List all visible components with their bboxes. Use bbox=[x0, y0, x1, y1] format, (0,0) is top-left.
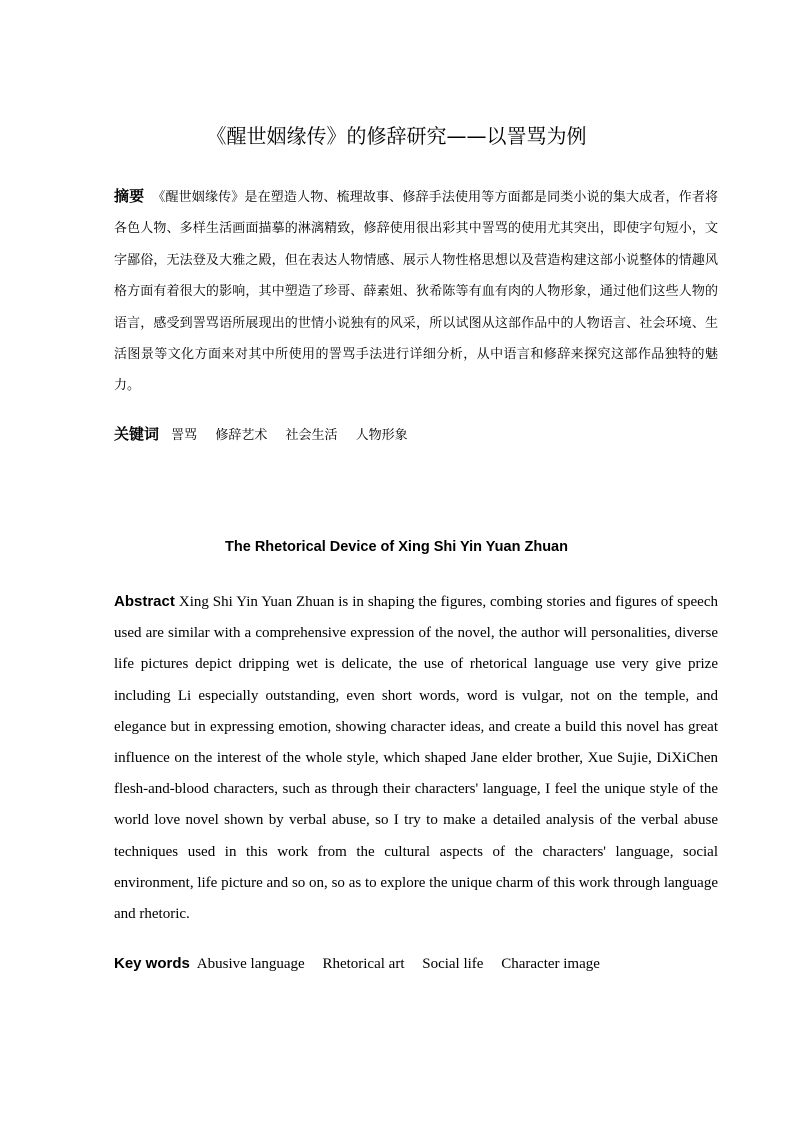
english-keyword: Rhetorical art bbox=[322, 956, 405, 972]
chinese-keyword: 修辞艺术 bbox=[215, 428, 268, 443]
english-title: The Rhetorical Device of Xing Shi Yin Yuan Zhuan bbox=[225, 539, 568, 555]
english-abstract bbox=[114, 586, 718, 930]
english-abstract-text: Xing Shi Yin Yuan Zhuan is in shaping the figures, combing stories and figures of speech used are similar with a comprehensive expression of the novel, the author will personalities, diverse life pictures depict dripping wet is delicate, the use of rhetorical language use very give prize including Li especially outstanding, even short words, word is vulgar, not on the temple, and elegance but in expressing emotion, showing character ideas, and create a build this novel has great influence on the interest of the whole style, which shaped Jane elder brother, Xue Sujie, DiXiChen flesh-and-blood characters, such as through their characters' language, I feel the unique style of the world love novel shown by verbal abuse, so I try to make a detailed analysis of the verbal abuse techniques used in this work from the cultural aspects of the characters' language, social environment, life picture and so on, so as to explore the unique charm of this work through language and rhetoric. bbox=[114, 594, 718, 923]
chinese-title: 《醒世姻缘传》的修辞研究——以詈骂为例 bbox=[206, 124, 587, 148]
english-keyword: Social life bbox=[422, 956, 484, 972]
english-abstract-label: Abstract bbox=[114, 593, 175, 610]
chinese-keyword: 詈骂 bbox=[171, 428, 198, 443]
english-keywords-label: Key words bbox=[114, 955, 190, 972]
english-keyword: Character image bbox=[501, 956, 600, 972]
chinese-abstract-text: 《醒世姻缘传》是在塑造人物、梳理故事、修辞手法使用等方面都是同类小说的集大成者，作者将各色人物、多样生活画面描摹的淋漓精致，修辞使用很出彩其中詈骂的使用尤其突出，即使字句短小，文字鄙俗，无法登及大雅之殿，但在表达人物情感、展示人物性格思想以及营造构建这部小说整体的情趣风格方面有着很大的影响，其中塑造了珍哥、薛素姐、狄希陈等有血有肉的人物形象，通过他们这些人物的语言，感受到詈骂语所展现出的世情小说独有的风采，所以试图从这部作品中的人物语言、社会环境、生活图景等文化方面来对其中所使用的詈骂手法进行详细分析，从中语言和修辞来探究这部作品独特的魅力。 bbox=[114, 190, 718, 394]
english-keywords bbox=[114, 950, 718, 978]
chinese-abstract bbox=[114, 181, 718, 402]
chinese-keyword: 人物形象 bbox=[355, 428, 408, 443]
chinese-keywords bbox=[114, 420, 718, 450]
chinese-keywords-label: 关键词 bbox=[114, 425, 160, 443]
chinese-abstract-label: 摘要 bbox=[114, 187, 145, 205]
chinese-keyword: 社会生活 bbox=[285, 428, 338, 443]
english-keyword: Abusive language bbox=[196, 956, 305, 972]
